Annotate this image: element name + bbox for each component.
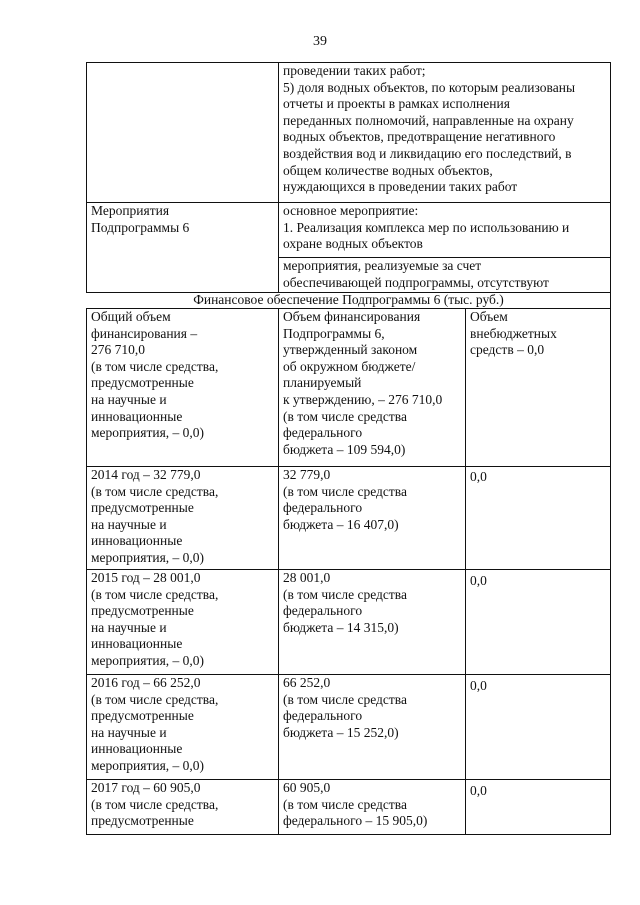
table-row-2015-col1: 2015 год – 28 001,0 (в том числе средства, предусмотренные на научные и инновационные мероприятия, – 0,0) — [91, 570, 219, 668]
table-row-2014-col1: 2014 год – 32 779,0 (в том числе средства, предусмотренные на научные и инновационные мероприятия, – 0,0) — [91, 467, 219, 565]
table-row-total-col1: Общий объем финансирования – 276 710,0 (в том числе средства, предусмотренные на научные и инновационные мероприятия, – 0,0) — [91, 309, 219, 441]
table-row-2015-col3: 0,0 — [470, 573, 487, 588]
finance-header: Финансовое обеспечение Подпрограммы 6 (тыс. руб.) — [193, 292, 504, 307]
table-border-right — [610, 62, 611, 835]
table-column-divider — [465, 308, 466, 835]
table-column-divider — [278, 62, 279, 292]
main-measure-cell: основное мероприятие: 1. Реализация комплекса мер по использованию и охране водных объектов — [283, 203, 570, 252]
table-row-2014-col3: 0,0 — [470, 469, 487, 484]
table-row-2014-col2: 32 779,0 (в том числе средства федерального бюджета – 16 407,0) — [283, 467, 407, 532]
indicator-text-cell: проведении таких работ; 5) доля водных объектов, по которым реализованы отчеты и проекты в рамках исполнения переданных полномочий, направленные на охрану водных объектов, предотвращение негативного воздействия вод и ликвидацию его последствий, в общем количестве водных объектов, нуждающихся в проведении таких работ — [283, 63, 576, 195]
page-number: 39 — [313, 34, 327, 49]
table-row-total-col3: Объем внебюджетных средств – 0,0 — [470, 309, 557, 358]
table-row-2016-col2: 66 252,0 (в том числе средства федерального бюджета – 15 252,0) — [283, 675, 407, 740]
table-border-bottom — [86, 834, 611, 835]
table-row-2015-col2: 28 001,0 (в том числе средства федерального бюджета – 14 315,0) — [283, 570, 407, 635]
secondary-measure-cell: мероприятия, реализуемые за счет обеспечивающей подпрограммы, отсутствуют — [283, 258, 549, 290]
table-row-total-col2: Объем финансирования Подпрограммы 6, утвержденный законом об окружном бюджете/ планируемый к утверждению, – 276 710,0 (в том числе средства федерального бюджета – 109 594,0) — [283, 309, 443, 457]
table-row-2017-col1: 2017 год – 60 905,0 (в том числе средства, предусмотренные — [91, 780, 219, 829]
table-row-2017-col3: 0,0 — [470, 783, 487, 798]
table-border-left — [86, 62, 87, 292]
table-row-2016-col1: 2016 год – 66 252,0 (в том числе средства, предусмотренные на научные и инновационные мероприятия, – 0,0) — [91, 675, 219, 773]
table-border-left — [86, 308, 87, 835]
table-column-divider — [278, 308, 279, 835]
table-row-2017-col2: 60 905,0 (в том числе средства федерального – 15 905,0) — [283, 780, 428, 829]
table-row-2016-col3: 0,0 — [470, 678, 487, 693]
measures-label-cell: Мероприятия Подпрограммы 6 — [91, 203, 190, 235]
